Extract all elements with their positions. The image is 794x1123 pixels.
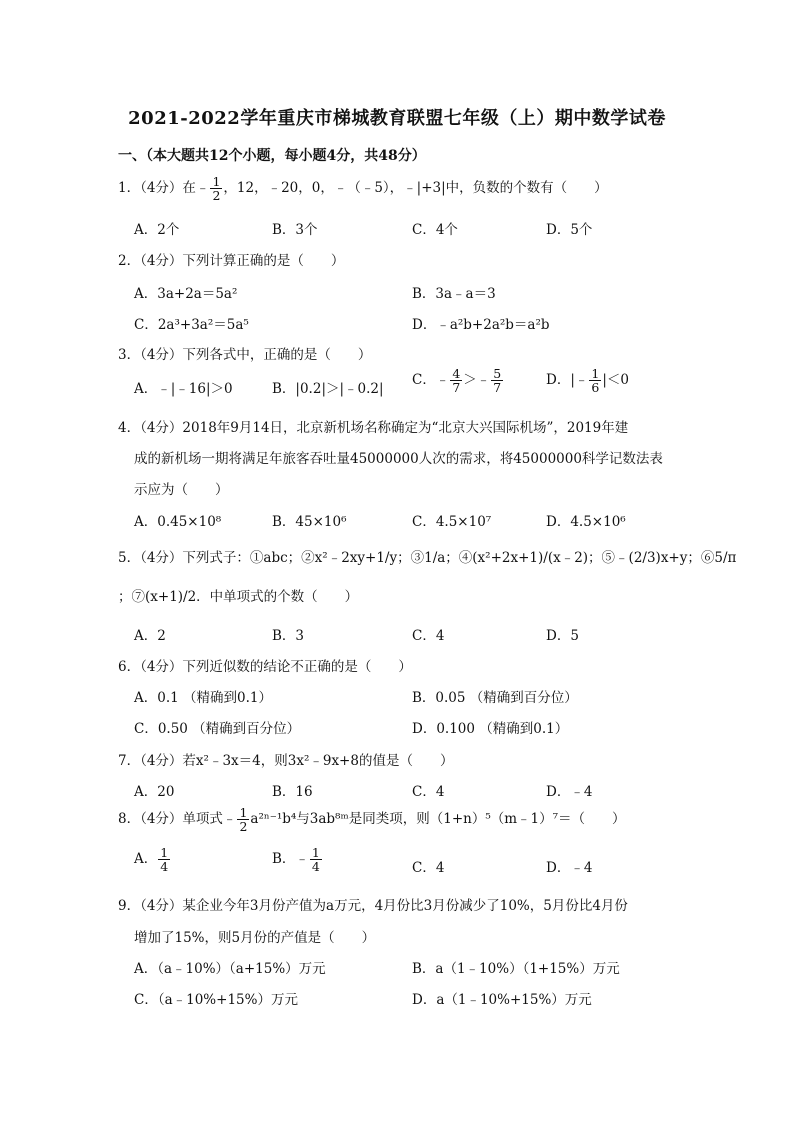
q9-option-c: C．（a﹣10%+15%）万元 (134, 992, 298, 1008)
q8-option-a: A． $\frac{1}{4}$ (134, 845, 169, 875)
q9-option-b: B．a（1﹣10%）（1+15%）万元 (412, 961, 620, 977)
q5-option-b: B．3 (272, 628, 305, 644)
q8-option-b: B．﹣ $\frac{1}{4}$ (272, 845, 320, 875)
q3-option-c: C．﹣ $\frac{4}{7}$ ＞﹣ $\frac{5}{7}$ (412, 366, 502, 396)
q1-fraction: $\frac{1}{2}$ (212, 174, 221, 204)
q1-stem-b: ，12，﹣20，0，﹣（﹣5），﹣|+3|中，负数的个数有（ ） (223, 180, 608, 197)
q6-option-c: C．0.50 （精确到百分位） (134, 721, 301, 737)
q2-option-b: B．3a﹣a＝3 (412, 286, 496, 302)
q3-option-d: D．|﹣ $\frac{1}{6}$ |＜0 (546, 366, 629, 396)
q5-option-a: A．2 (134, 628, 166, 644)
q4-option-c: C．4.5×10⁷ (412, 514, 492, 530)
q2-option-c: C．2a³+3a²＝5a⁵ (134, 317, 249, 333)
section-heading: 一、（本大题共12个小题，每小题4分，共48分） (118, 148, 426, 164)
question-6-stem: 6．（4分）下列近似数的结论不正确的是（ ） (118, 659, 412, 675)
question-7-stem: 7．（4分）若x²﹣3x＝4，则3x²﹣9x+8的值是（ ） (118, 753, 454, 769)
question-3-stem: 3．（4分）下列各式中，正确的是（ ） (118, 347, 372, 363)
question-5-stem: 5．（4分）下列式子：①abc；②x²﹣2xy+1/y；③1/a；④(x²+2x+1)/(x﹣2)；⑤﹣(2/3)x+y；⑥5/π (118, 550, 737, 566)
q6-option-d: D．0.100 （精确到0.1） (412, 721, 569, 737)
question-5-line2: ；⑦(x+1)/2．中单项式的个数（ ） (118, 589, 359, 605)
q5-option-d: D．5 (546, 628, 579, 644)
q2-option-d: D．﹣a²b+2a²b＝a²b (412, 317, 550, 333)
exam-title: 2021-2022学年重庆市梯城教育联盟七年级（上）期中数学试卷 (128, 108, 666, 129)
q1-option-b: B．3个 (272, 222, 318, 238)
q6-option-b: B．0.05 （精确到百分位） (412, 690, 578, 706)
q8-option-d: D．﹣4 (546, 860, 593, 876)
q7-option-d: D．﹣4 (546, 784, 593, 800)
q1-stem-a: 1．（4分）在 (118, 180, 196, 197)
question-1-stem: 1．（4分）在﹣ $\frac{1}{2}$ ，12，﹣20，0，﹣（﹣5），﹣|+3|中，负数的个数有（ ） (118, 174, 608, 204)
q7-option-c: C．4 (412, 784, 445, 800)
question-8-stem: 8．（4分）单项式﹣ $\frac{1}{2}$ a²ⁿ⁻¹b⁴与3ab⁸ᵐ是同类项，则（1+n）⁵（m﹣1）⁷＝（ ） (118, 805, 626, 835)
question-4-line1: 4．（4分）2018年9月14日，北京新机场名称确定为“北京大兴国际机场”，2019年建 (118, 420, 629, 436)
question-4-line3: 示应为（ ） (134, 482, 229, 498)
q9-option-a: A．（a﹣10%）（a+15%）万元 (134, 961, 326, 977)
question-2-stem: 2．（4分）下列计算正确的是（ ） (118, 253, 345, 269)
q1-option-c: C．4个 (412, 222, 458, 238)
q4-option-a: A．0.45×10⁸ (134, 514, 222, 530)
q9-option-d: D．a（1﹣10%+15%）万元 (412, 992, 592, 1008)
q8-fraction: $\frac{1}{2}$ (239, 805, 248, 835)
q4-option-d: D．4.5×10⁶ (546, 514, 626, 530)
q1-option-d: D．5个 (546, 222, 593, 238)
question-4-line2: 成的新机场一期将满足年旅客吞吐量45000000人次的需求，将45000000科学记数法表 (134, 451, 663, 467)
q3-option-a: A．﹣|﹣16|＞0 (134, 381, 233, 397)
q2-option-a: A．3a+2a＝5a² (134, 286, 238, 302)
q7-option-a: A．20 (134, 784, 175, 800)
q6-option-a: A．0.1 （精确到0.1） (134, 690, 272, 706)
q5-option-c: C．4 (412, 628, 445, 644)
question-9-line1: 9．（4分）某企业今年3月份产值为a万元，4月份比3月份减少了10%，5月份比4月份 (118, 898, 628, 914)
q3-option-b: B．|0.2|＞|﹣0.2| (272, 381, 384, 397)
q4-option-b: B．45×10⁶ (272, 514, 347, 530)
q8-option-c: C．4 (412, 860, 445, 876)
q1-option-a: A．2个 (134, 222, 180, 238)
q7-option-b: B．16 (272, 784, 313, 800)
question-9-line2: 增加了15%，则5月份的产值是（ ） (134, 930, 376, 946)
